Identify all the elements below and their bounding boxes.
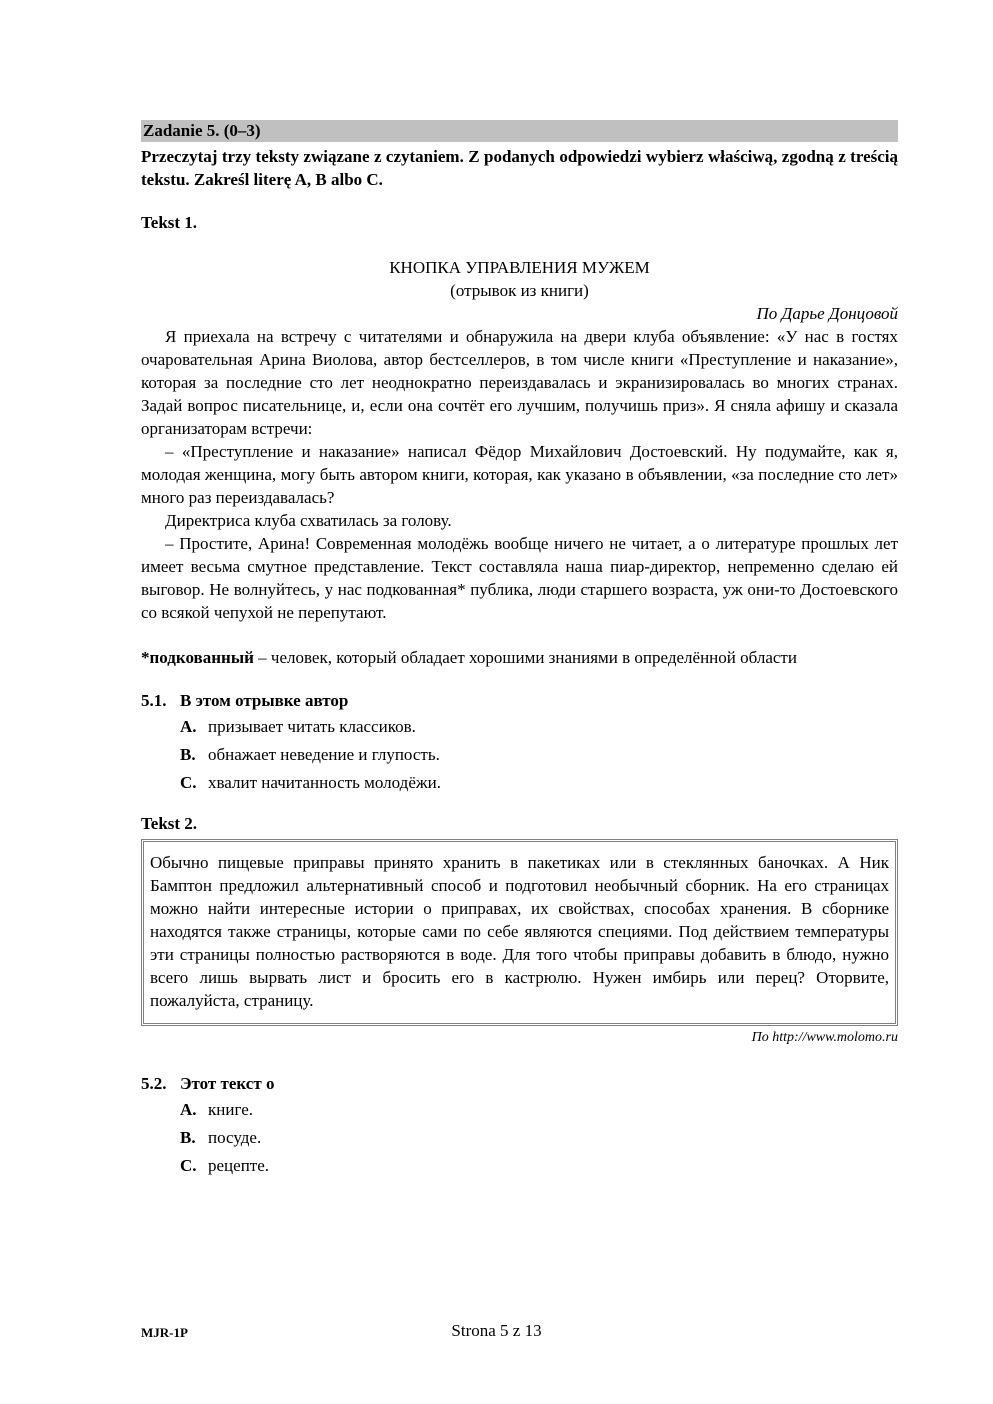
question-5-1-options [141,715,898,794]
option-letter: C. [180,1156,197,1175]
exam-code: MJR-1P [141,1325,188,1340]
footnote [141,646,898,669]
question-5-1 [141,689,898,712]
option-letter: B. [180,745,196,764]
text1-paragraph: – «Преступление и наказание» написал Фёдор Михайлович Достоевский. Ну подумайте, как я, молодая женщина, могу быть автором книги, которая, как указано в объявлении, «за последние сто лет» много раз переиздавалась? [141,442,898,507]
question-stem: Этот текст о [180,1074,275,1093]
answer-option-a[interactable] [180,1098,898,1121]
option-letter: A. [180,717,197,736]
option-letter: B. [180,1128,196,1147]
text2-box [141,839,898,1026]
page-number: Strona 5 z 13 [451,1321,542,1340]
option-text: хвалит начитанность молодёжи. [208,773,441,792]
option-text: рецепте. [208,1156,270,1175]
text1-label: Tekst 1. [141,213,198,232]
question-stem: В этом отрывке автор [180,691,349,710]
option-text: призывает читать классиков. [208,717,416,736]
question-number: 5.1. [141,691,167,710]
footnote-definition: – человек, который обладает хорошими знаниями в определённой области [253,648,797,667]
option-letter: C. [180,773,197,792]
answer-option-c[interactable] [180,1154,898,1177]
question-5-2-options [141,1098,898,1177]
option-text: посуде. [208,1128,262,1147]
text1-title: КНОПКА УПРАВЛЕНИЯ МУЖЕМ [389,258,650,277]
question-number: 5.2. [141,1074,167,1093]
task-header: Zadanie 5. (0–3) [141,120,898,142]
question-5-2 [141,1072,898,1095]
text1-paragraph: – Простите, Арина! Современная молодёжь вообще ничего не читает, а о литературе прошлых лет имеет весьма смутное представление. Текст составляла наша пиар-директор, непременно сделаю ей выговор. Не волнуйтесь, у нас подкованная* публика, люди старшего возраста, уж они-то Достоевского со всякой чепухой не перепутают. [141,534,898,622]
text2-body: Обычно пищевые приправы принято хранить в пакетиках или в стеклянных баночках. А Ник Бамптон предложил альтернативный способ и подготовил необычный сборник. На его страницах можно найти интересные истории о приправах, их свойствах, способах хранения. В сборнике находятся также страницы, которые сами по себе являются специями. Под действием температуры эти страницы полностью растворяются в воде. Для того чтобы приправы добавить в блюдо, нужно всего лишь вырвать лист и бросить его в кастрюлю. Нужен имбирь или перец? Оторвите, пожалуйста, страницу. [150,853,889,1010]
option-text: обнажает неведение и глупость. [208,745,440,764]
answer-option-c[interactable] [180,771,898,794]
option-letter: A. [180,1100,197,1119]
text2-source: По http://www.molomo.ru [751,1030,898,1045]
text1-paragraph: Я приехала на встречу с читателями и обнаружила на двери клуба объявление: «У нас в гостях очаровательная Арина Виолова, автор бестселлеров, в том числе книги «Преступление и наказание», которая за последние сто лет неоднократно переиздавалась и экранизировалась во многих странах. Задай вопрос писательнице, и, если она сочтёт его лучшим, получишь приз». Я сняла афишу и сказала организаторам встречи: [141,327,898,438]
text1-paragraph: Директриса клуба схватилась за голову. [165,511,452,530]
answer-option-b[interactable] [180,1126,898,1149]
answer-option-a[interactable] [180,715,898,738]
text1-author: По Дарье Донцовой [756,304,898,323]
option-text: книге. [208,1100,253,1119]
exam-page [141,120,898,1182]
text1-subtitle: (отрывок из книги) [450,281,589,300]
answer-option-b[interactable] [180,743,898,766]
text2-label: Tekst 2. [141,814,198,833]
footnote-term: *подкованный [141,648,254,667]
task-instruction: Przeczytaj trzy teksty związane z czytaniem. Z podanych odpowiedzi wybierz właściwą, zgodną z treścią tekstu. Zakreśl literę A, B albo C. [141,147,898,189]
